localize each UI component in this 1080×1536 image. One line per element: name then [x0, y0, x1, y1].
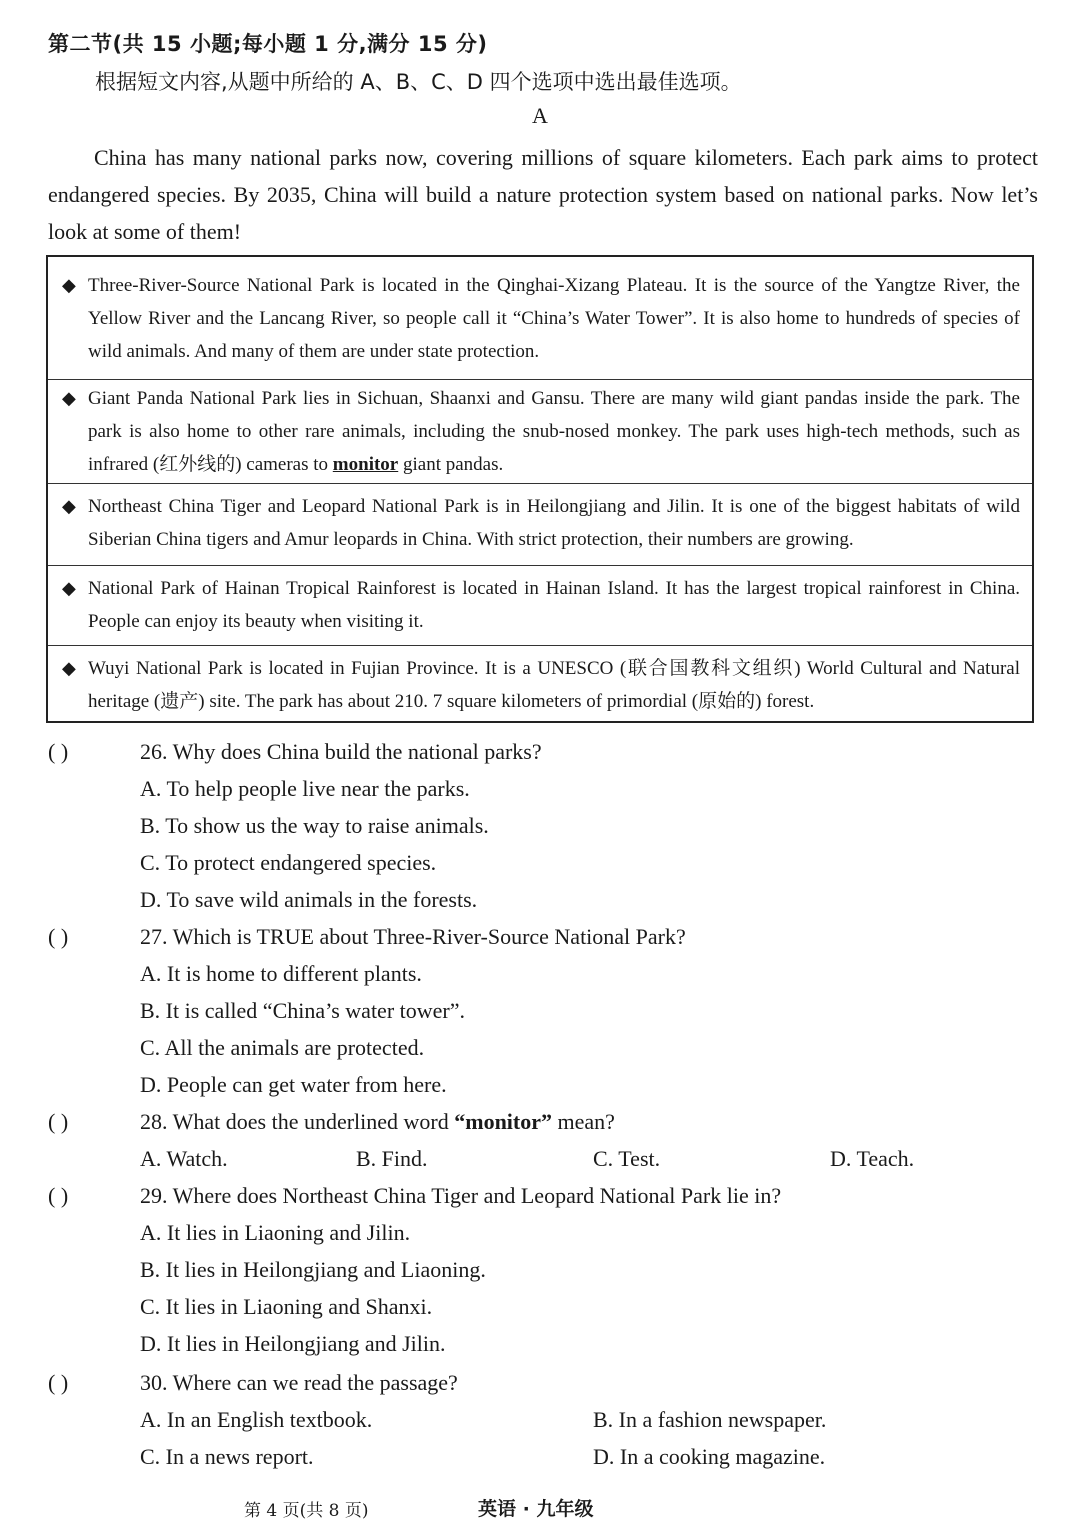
option-d: D. Teach.: [830, 1146, 915, 1171]
section-title: 第二节(共 15 小题;每小题 1 分,满分 15 分): [48, 32, 488, 56]
option-a: A. Watch.: [140, 1146, 228, 1171]
question-stem: Where does Northeast China Tiger and Leopard National Park lie in?: [172, 1183, 782, 1208]
option-c: C. In a news report.: [140, 1444, 314, 1469]
answer-blank[interactable]: ( ): [48, 1183, 69, 1208]
option-b: B. It is called “China’s water tower”.: [140, 998, 466, 1023]
question-28: [48, 1107, 615, 1137]
question-stem: Which is TRUE about Three-River-Source National Park?: [172, 924, 686, 949]
option-c: C. It lies in Liaoning and Shanxi.: [140, 1294, 433, 1319]
option-b: B. It lies in Heilongjiang and Liaoning.: [140, 1257, 486, 1282]
park-row: [48, 565, 1032, 645]
option-c: C. All the animals are protected.: [140, 1035, 425, 1060]
question-number: 27.: [140, 924, 168, 949]
option-a: A. It lies in Liaoning and Jilin.: [140, 1220, 411, 1245]
diamond-bullet-icon: ◆: [62, 658, 76, 678]
diamond-bullet-icon: ◆: [62, 275, 76, 295]
option-a: A. To help people live near the parks.: [140, 776, 470, 801]
option-b: B. In a fashion newspaper.: [593, 1407, 827, 1432]
question-stem: Why does China build the national parks?: [172, 739, 542, 764]
diamond-bullet-icon: ◆: [62, 496, 76, 516]
park-text: Wuyi National Park is located in Fujian Province. It is a UNESCO (联合国教科文组织) World Cultural and Natural heritage (遗产) site. The park has about 210. 7 square kilometers of primordial (原始的) forest.: [88, 658, 1020, 712]
passage-letter: A: [532, 103, 548, 128]
answer-blank[interactable]: ( ): [48, 739, 69, 764]
question-number: 26.: [140, 739, 168, 764]
park-text: giant pandas.: [398, 454, 504, 475]
park-row: [48, 483, 1032, 565]
option-a: A. In an English textbook.: [140, 1407, 373, 1432]
question-27: [48, 922, 686, 952]
question-keyword: “monitor”: [454, 1109, 553, 1134]
option-d: D. To save wild animals in the forests.: [140, 887, 478, 912]
option-b: B. Find.: [356, 1146, 428, 1171]
option-d: D. In a cooking magazine.: [593, 1444, 826, 1469]
question-number: 29.: [140, 1183, 168, 1208]
option-a: A. It is home to different plants.: [140, 961, 422, 986]
answer-blank[interactable]: ( ): [48, 1109, 69, 1134]
question-stem: What does the underlined word: [172, 1109, 455, 1134]
page-number: 第 4 页(共 8 页): [244, 1501, 369, 1521]
park-row: [48, 379, 1032, 487]
option-b: B. To show us the way to raise animals.: [140, 813, 489, 838]
subject-label: 英语 · 九年级: [478, 1498, 594, 1520]
park-row: [48, 269, 1032, 381]
diamond-bullet-icon: ◆: [62, 388, 76, 408]
park-text: National Park of Hainan Tropical Rainforest is located in Hainan Island. It has the largest tropical rainforest in China. People can enjoy its beauty when visiting it.: [88, 578, 1020, 632]
option-d: D. It lies in Heilongjiang and Jilin.: [140, 1331, 446, 1356]
park-row: [48, 645, 1032, 721]
question-30: [48, 1368, 458, 1398]
park-text: Northeast China Tiger and Leopard National Park is in Heilongjiang and Jilin. It is one of the biggest habitats of wild Siberian China tigers and Amur leopards in China. With strict protection, their numbers are growing.: [88, 496, 1020, 550]
question-stem: Where can we read the passage?: [172, 1370, 458, 1395]
park-text: Giant Panda National Park lies in Sichuan, Shaanxi and Gansu. There are many wild giant pandas inside the park. The park is also home to other rare animals, including the snub-nosed monkey. The park uses high-tech methods, such as infrared (红外线的) cameras to: [88, 388, 1020, 475]
passage-intro: China has many national parks now, covering millions of square kilometers. Each park aims to protect endangered species. By 2035, China will build a nature protection system based on national parks. Now let’s look at some of them!: [48, 145, 1038, 244]
park-text: Three-River-Source National Park is located in the Qinghai-Xizang Plateau. It is the source of the Yangtze River, the Yellow River and the Lancang River, so people call it “China’s Water Tower”. It is also home to hundreds of species of wild animals. And many of them are under state protection.: [88, 275, 1020, 362]
diamond-bullet-icon: ◆: [62, 578, 76, 598]
question-stem: mean?: [552, 1109, 615, 1134]
option-d: D. People can get water from here.: [140, 1072, 447, 1097]
answer-blank[interactable]: ( ): [48, 924, 69, 949]
option-c: C. To protect endangered species.: [140, 850, 437, 875]
question-26: [48, 737, 542, 767]
parks-table: [46, 255, 1034, 723]
question-number: 28.: [140, 1109, 168, 1134]
section-instruction: 根据短文内容,从题中所给的 A、B、C、D 四个选项中选出最佳选项。: [95, 70, 742, 94]
answer-blank[interactable]: ( ): [48, 1370, 69, 1395]
option-c: C. Test.: [593, 1146, 661, 1171]
question-29: [48, 1181, 781, 1211]
question-number: 30.: [140, 1370, 168, 1395]
underlined-word: monitor: [332, 454, 399, 475]
